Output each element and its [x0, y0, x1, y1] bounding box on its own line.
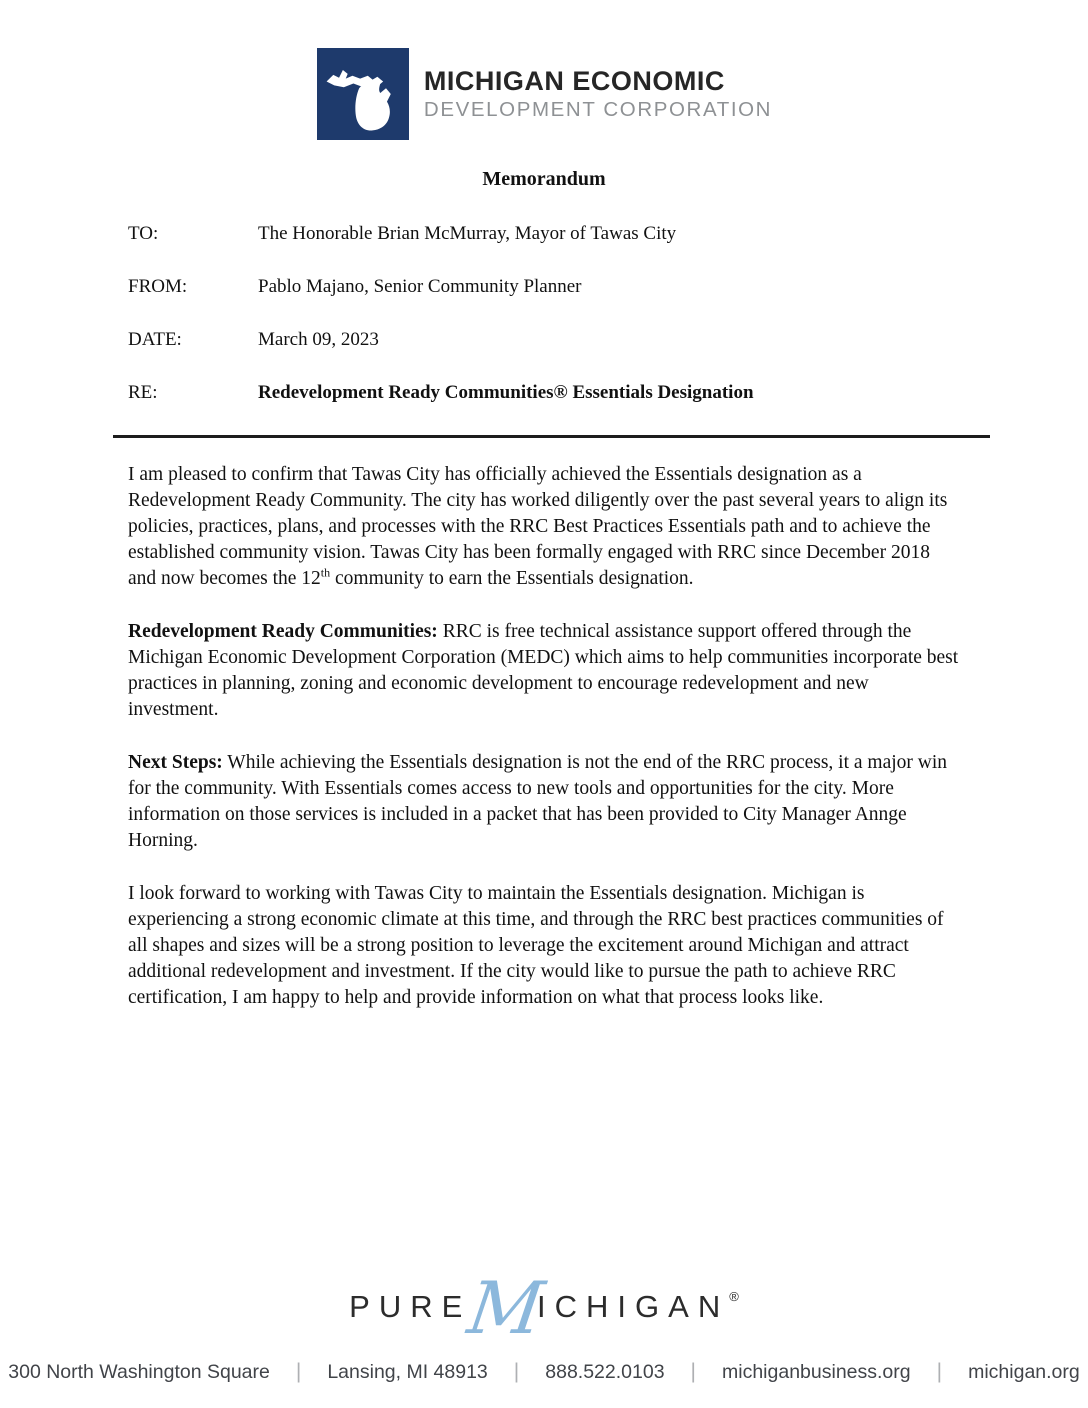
paragraph-rrc-lead: Redevelopment Ready Communities: — [128, 621, 438, 642]
pure-michigan-logo: PUREMICHIGAN® — [349, 1266, 739, 1350]
medc-logo-line2: DEVELOPMENT CORPORATION — [423, 97, 773, 121]
paragraph-intro — [128, 462, 960, 592]
medc-logo — [0, 0, 1088, 140]
memo-field-date-label: DATE: — [128, 329, 182, 350]
memo-field-date-value: March 09, 2023 — [258, 329, 379, 350]
footer-phone: 888.522.0103 — [545, 1360, 665, 1383]
memo-field-re-label: RE: — [128, 382, 158, 403]
paragraph-rrc-description — [128, 619, 960, 723]
pure-michigan-pure-text: PURE — [349, 1289, 472, 1324]
memo-field-from-label: FROM: — [128, 276, 188, 297]
footer-address: 300 North Washington Square — [8, 1360, 270, 1383]
medc-logo-line1: MICHIGAN ECONOMIC — [423, 66, 725, 97]
paragraph-rrc-text: RRC is free technical assistance support offered through the Michigan Economic Development Corporation (MEDC) which aims to help communities incorporate best practices in planning, zoning and economic development to encourage redevelopment and new investment. — [128, 621, 959, 720]
paragraph-next-steps — [128, 750, 960, 854]
pure-michigan-ichigan-text: ICHIGAN — [537, 1289, 730, 1324]
memo-field-to-label: TO: — [128, 223, 159, 244]
memo-body — [128, 462, 960, 1011]
memo-field-re — [128, 382, 1088, 404]
memo-field-from — [128, 276, 1088, 298]
paragraph-next-steps-lead: Next Steps: — [128, 752, 223, 773]
paragraph-intro-text: I am pleased to confirm that Tawas City has officially achieved the Essentials designation as a Redevelopment Ready Community. The city has worked diligently over the past several years to align its policies, practices, plans, and processes with the RRC Best Practices Essentials path and to achieve the established community vision. Tawas City has been formally engaged with RRC since December 2018 and now becomes the 12 — [128, 464, 948, 589]
footer-separator: | — [513, 1360, 520, 1383]
paragraph-next-steps-text: While achieving the Essentials designation is not the end of the RRC process, it a major win for the community. With Essentials comes access to new tools and opportunities for the city. More information on those services is included in a packet that has been provided to City Manager Annge Horning. — [128, 752, 948, 851]
footer-contact-bar — [0, 1360, 1088, 1384]
memo-heading: Memorandum — [482, 168, 606, 190]
footer-separator: | — [936, 1360, 943, 1383]
paragraph-intro-text-end: community to earn the Essentials designation. — [330, 568, 694, 589]
footer-separator: | — [295, 1360, 302, 1383]
footer-url-michigan: michigan.org — [968, 1360, 1080, 1383]
memo-header-fields — [128, 223, 1088, 404]
registered-trademark-icon: ® — [729, 1289, 739, 1304]
memo-field-re-value: Redevelopment Ready Communities® Essentials Designation — [258, 382, 754, 403]
footer-city: Lansing, MI 48913 — [327, 1360, 488, 1383]
ordinal-superscript: th — [320, 565, 331, 580]
memo-field-to — [128, 223, 1088, 245]
memo-field-date — [128, 329, 1088, 351]
medc-logo-text — [424, 67, 772, 120]
memo-field-to-value: The Honorable Brian McMurray, Mayor of Tawas City — [258, 223, 677, 244]
paragraph-closing: I look forward to working with Tawas City to maintain the Essentials designation. Michigan is experiencing a strong economic climate at this time, and through the RRC best practices communities of all shapes and sizes will be a strong position to leverage the excitement around Michigan and attract additional redevelopment and investment. If the city would like to pursue the path to achieve RRC certification, I am happy to help and provide information on what that process looks like. — [128, 883, 944, 1008]
footer-separator: | — [690, 1360, 697, 1383]
header-divider-rule — [113, 435, 990, 438]
footer-url-michiganbusiness: michiganbusiness.org — [722, 1360, 911, 1383]
memo-field-from-value: Pablo Majano, Senior Community Planner — [258, 276, 582, 297]
michigan-silhouette-icon — [316, 48, 410, 140]
